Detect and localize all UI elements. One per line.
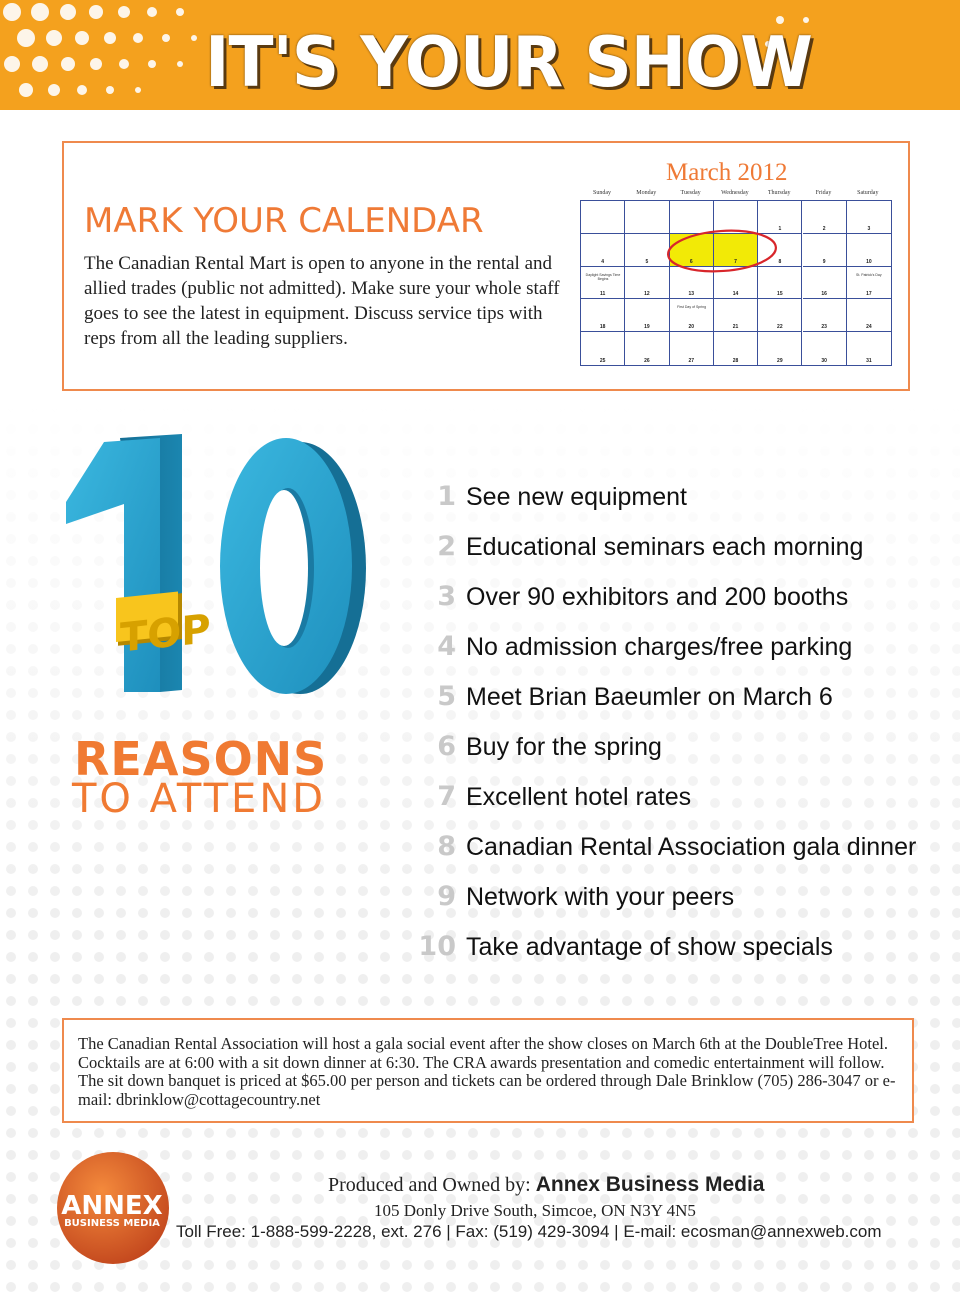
calendar-day-cell — [847, 201, 891, 234]
calendar-day-number: 5 — [645, 258, 649, 265]
list-item — [410, 927, 950, 977]
calendar-day-number: 23 — [821, 324, 827, 331]
list-item — [410, 877, 950, 927]
list-item — [410, 777, 950, 827]
list-item-text: Meet Brian Baeumler on March 6 — [466, 683, 833, 711]
calendar-day-cell — [847, 267, 891, 300]
calendar-day-number: 7 — [734, 258, 737, 265]
list-item-number: 8 — [437, 831, 456, 862]
calendar-day-number: 15 — [777, 291, 783, 298]
calendar-weekday: Thursday — [767, 190, 791, 196]
calendar-day-number: 10 — [866, 258, 872, 265]
calendar-day-cell — [803, 234, 847, 267]
calendar-day-number: 21 — [732, 324, 739, 331]
producer-line — [328, 1173, 764, 1197]
calendar-description: The Canadian Rental Mart is open to anyone in the rental and allied trades (public not admitted). Make sure your whole staff goes to see the latest in equipment. Discuss service tips with reps from all the leading suppliers. — [84, 253, 560, 349]
calendar-day-cell — [758, 299, 802, 332]
list-item — [410, 527, 950, 577]
calendar-day-number: 8 — [778, 258, 782, 265]
top-badge-text: TOP — [120, 606, 211, 662]
list-item-number: 6 — [437, 731, 456, 762]
calendar-day-number: 31 — [866, 357, 872, 364]
calendar-day-cell — [847, 299, 891, 332]
calendar-day-note: First Day of Spring — [677, 305, 707, 310]
calendar-day-note: Daylight Savings Time Begins — [585, 272, 621, 281]
calendar-weekday: Sunday — [593, 190, 611, 196]
ten-3d-number — [60, 420, 380, 710]
producer-label: Produced and Owned by: — [328, 1174, 531, 1196]
list-item-text: Canadian Rental Association gala dinner — [466, 833, 917, 861]
date-circle-mark — [664, 227, 784, 277]
calendar-day-cell — [714, 299, 758, 332]
calendar-day-cell — [670, 299, 714, 332]
list-item-text: Network with your peers — [466, 883, 735, 911]
calendar-day-number: 22 — [777, 324, 783, 331]
header-banner — [0, 0, 960, 110]
list-item-number: 7 — [437, 781, 456, 812]
calendar-day-number: 30 — [821, 357, 827, 364]
list-item — [410, 677, 950, 727]
list-item — [410, 827, 950, 877]
top-ten-graphic — [60, 420, 380, 710]
calendar-day-number: 4 — [601, 258, 605, 265]
list-item-number: 3 — [437, 581, 456, 612]
calendar-day-cell — [625, 299, 669, 332]
calendar-day-number: 3 — [867, 225, 871, 232]
page-title: IT'S YOUR SHOW — [205, 22, 812, 103]
calendar-day-cell — [581, 234, 625, 267]
gala-description: The Canadian Rental Association will host a gala social event after the show closes on March 6th at the DoubleTree Hotel. Cocktails are at 6:00 with a sit down dinner at 6:30. The CRA awards presentation and comedic entertainment will follow. The sit down banquet is priced at $65.00 per person and tickets can be ordered through Dale Brinklow (705) 286-3047 or e-mail: dbrinklow@cottagecountry.net — [78, 1034, 896, 1109]
calendar-weekday: Tuesday — [680, 190, 701, 196]
list-item-number: 5 — [437, 681, 456, 712]
list-item-number: 4 — [437, 631, 456, 662]
list-item-number: 1 — [437, 481, 456, 512]
list-item — [410, 577, 950, 627]
calendar-day-number: 24 — [866, 324, 872, 331]
calendar-day-cell — [625, 332, 669, 365]
gala-info-box — [62, 1018, 914, 1123]
calendar-day-number: 16 — [821, 291, 827, 298]
list-item-text: Over 90 exhibitors and 200 booths — [466, 583, 849, 611]
calendar-day-number: 11 — [600, 291, 606, 298]
calendar-day-number: 28 — [732, 357, 739, 364]
calendar-day-cell — [803, 201, 847, 234]
calendar-day-number: 6 — [689, 258, 693, 265]
calendar-day-cell — [803, 332, 847, 365]
list-item — [410, 477, 950, 527]
calendar-day-cell — [581, 299, 625, 332]
reasons-list — [410, 477, 950, 977]
calendar-day-number: 9 — [822, 258, 826, 265]
calendar-day-number: 17 — [866, 291, 872, 298]
list-item-text: Take advantage of show specials — [466, 933, 833, 961]
calendar-day-number: 1 — [778, 225, 782, 232]
annex-logo — [56, 1150, 171, 1265]
list-item — [410, 627, 950, 677]
calendar-day-number: 27 — [688, 357, 695, 364]
calendar-day-number: 13 — [688, 291, 695, 298]
reasons-title: REASONS — [74, 732, 328, 786]
calendar-day-note: St. Patrick's Day — [856, 272, 882, 277]
logo-wordmark: ANNEX — [61, 1191, 163, 1221]
logo-subtext: BUSINESS MEDIA — [64, 1218, 160, 1229]
list-item-number: 2 — [437, 531, 456, 562]
list-item-number: 10 — [418, 931, 456, 962]
calendar-weekday: Saturday — [857, 190, 879, 196]
calendar-day-cell — [625, 234, 669, 267]
calendar-day-cell — [581, 267, 625, 300]
calendar-day-cell — [847, 332, 891, 365]
calendar-day-cell — [625, 267, 669, 300]
list-item-text: Excellent hotel rates — [466, 783, 692, 811]
reasons-subtitle: TO ATTEND — [72, 776, 327, 822]
calendar-day-number: 19 — [644, 324, 650, 331]
calendar-day-number: 29 — [777, 357, 783, 364]
calendar-day-number: 14 — [732, 291, 739, 298]
calendar-day-number: 25 — [599, 357, 606, 364]
list-item-text: Educational seminars each morning — [466, 533, 864, 561]
calendar-day-cell — [581, 201, 625, 234]
calendar-day-cell — [670, 332, 714, 365]
list-item-text: Buy for the spring — [466, 733, 662, 761]
calendar-day-number: 18 — [599, 324, 606, 331]
producer-contact: Toll Free: 1-888-599-2228, ext. 276 | Fax: (519) 429-3094 | E-mail: ecosman@annexweb.com — [176, 1222, 882, 1241]
calendar-weekday: Monday — [636, 190, 657, 196]
calendar-weekday: Wednesday — [721, 190, 749, 196]
list-item-text: No admission charges/free parking — [466, 633, 853, 661]
producer-company: Annex Business Media — [535, 1173, 765, 1196]
calendar-day-cell — [803, 267, 847, 300]
calendar-day-cell — [803, 299, 847, 332]
list-item-text: See new equipment — [466, 483, 687, 511]
calendar-day-cell — [847, 234, 891, 267]
calendar-heading: MARK YOUR CALENDAR — [84, 201, 484, 241]
calendar-grid — [580, 200, 892, 366]
calendar-weekday: Friday — [815, 190, 832, 196]
calendar-day-cell — [714, 332, 758, 365]
list-item-number: 9 — [437, 881, 456, 912]
calendar-day-number: 2 — [822, 225, 826, 232]
calendar-day-number: 12 — [644, 291, 650, 298]
calendar-day-cell — [581, 332, 625, 365]
calendar-day-cell — [758, 332, 802, 365]
calendar-section — [62, 141, 910, 391]
producer-address: 105 Donly Drive South, Simcoe, ON N3Y 4N5 — [374, 1201, 696, 1220]
calendar-day-number: 20 — [688, 324, 695, 331]
calendar-month: March 2012 — [666, 159, 788, 186]
calendar-day-cell — [625, 201, 669, 234]
list-item — [410, 727, 950, 777]
calendar-day-number: 26 — [644, 357, 650, 364]
